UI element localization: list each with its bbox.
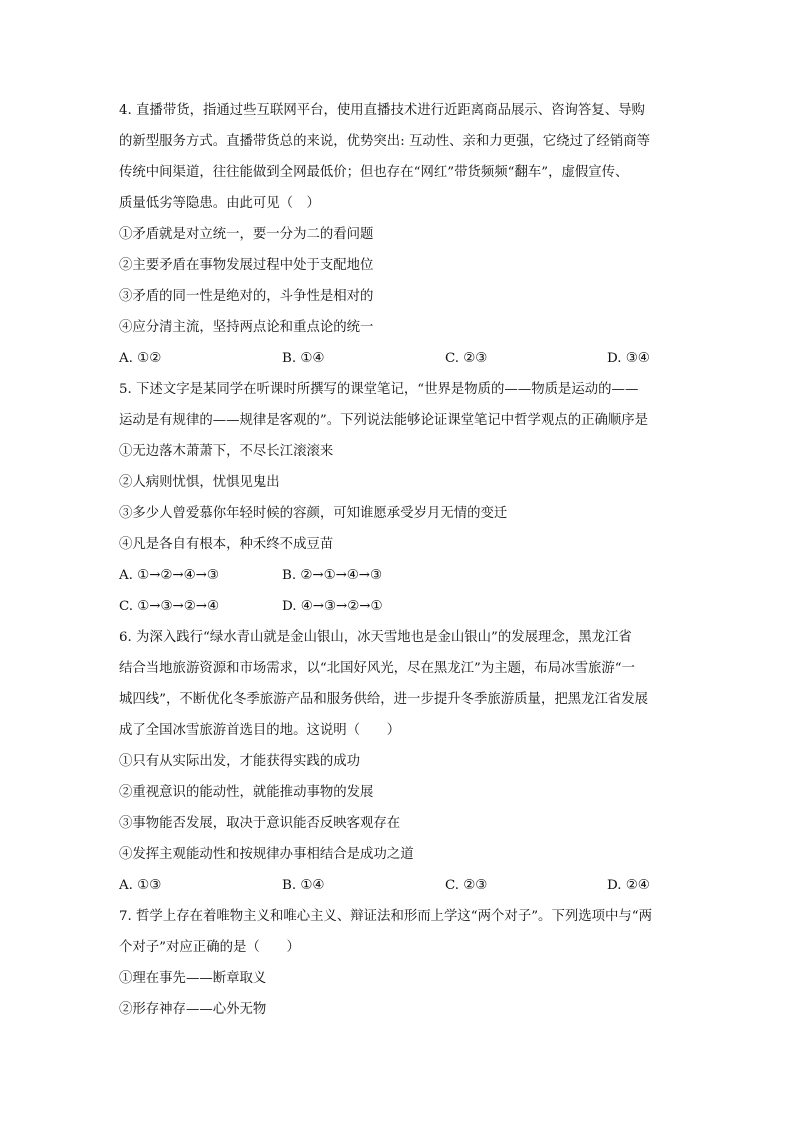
answer-options [119,343,679,374]
option-b: B. ①④ [282,878,325,893]
question-stem-line: 7. 哲学上存在着唯物主义和唯心主义、辩证法和形而上学这“两个对子”。下列选项中与“两 [119,909,653,924]
option-c: C. ②③ [445,878,488,893]
question-stem-line: 结合当地旅游资源和市场需求，以“北国好风光，尽在黑龙江”为主题，布局冰雪旅游“一 [119,661,635,676]
question-5 [119,374,679,622]
answer-options [119,560,679,591]
question-stem-line: 5. 下述文字是某同学在听课时所撰写的课堂笔记，“世界是物质的——物质是运动的—— [119,382,639,397]
statement-2: ②主要矛盾在事物发展过程中处于支配地位 [119,258,374,273]
question-4 [119,95,679,374]
statement-2: ②形存神存——心外无物 [119,1002,267,1017]
option-d: D. ④→③→②→① [282,599,383,614]
statement-1: ①理在事先——断章取义 [119,971,267,986]
question-stem-line: 城四线”，不断优化冬季旅游产品和服务供给，进一步提升冬季旅游质量，把黑龙江省发展 [119,692,649,707]
statement-3: ③事物能否发展，取决于意识能否反映客观存在 [119,816,401,831]
statement-1: ①矛盾就是对立统一，要一分为二的看问题 [119,227,374,242]
option-a: A. ①→②→④→③ [119,568,219,583]
statement-2: ②重视意识的能动性，就能推动事物的发展 [119,785,374,800]
statement-2: ②人病则忧惧，忧惧见鬼出 [119,475,280,490]
statement-4: ④发挥主观能动性和按规律办事相结合是成功之道 [119,847,414,862]
question-stem-line: 运动是有规律的——规律是客观的”。下列说法能够论证课堂笔记中哲学观点的正确顺序是 [119,413,649,428]
exam-page [119,95,679,1025]
question-7 [119,901,679,1025]
statement-4: ④应分清主流，坚持两点论和重点论的统一 [119,320,374,335]
option-a: A. ①② [119,351,162,366]
question-6 [119,622,679,901]
question-stem-line: 个对子”对应正确的是（ ） [119,940,300,955]
statement-4: ④凡是各自有根本，种禾终不成豆苗 [119,537,334,552]
question-stem-line: 的新型服务方式。直播带货总的来说，优势突出: 互动性、亲和力更强，它绕过了经销商等 [119,134,650,149]
option-b: B. ①④ [282,351,325,366]
statement-3: ③矛盾的同一性是绝对的，斗争性是相对的 [119,289,374,304]
answer-options [119,870,679,901]
statement-1: ①无边落木萧萧下，不尽长江滚滚来 [119,444,334,459]
option-b: B. ②→①→④→③ [282,568,383,583]
question-stem-line: 成了全国冰雪旅游首选目的地。这说明（ ） [119,723,401,738]
option-d: D. ②④ [607,878,650,893]
question-stem-line: 6. 为深入践行“绿水青山就是金山银山，冰天雪地也是金山银山”的发展理念，黑龙江省 [119,630,632,645]
option-a: A. ①③ [119,878,162,893]
option-d: D. ③④ [607,351,650,366]
statement-3: ③多少人曾爱慕你年轻时候的容颜，可知谁愿承受岁月无情的变迁 [119,506,508,521]
option-c: C. ②③ [445,351,488,366]
statement-1: ①只有从实际出发，才能获得实践的成功 [119,754,361,769]
option-c: C. ①→③→②→④ [119,599,219,614]
question-stem-line: 质量低劣等隐患。由此可见（ ） [119,196,320,211]
question-stem-line: 传统中间渠道，往往能做到全网最低价；但也存在“网红”带货频频“翻车”，虚假宣传、 [119,165,629,180]
question-stem-line: 4. 直播带货，指通过些互联网平台，使用直播技术进行近距离商品展示、咨询答复、导购 [119,103,645,118]
answer-options [119,591,679,622]
